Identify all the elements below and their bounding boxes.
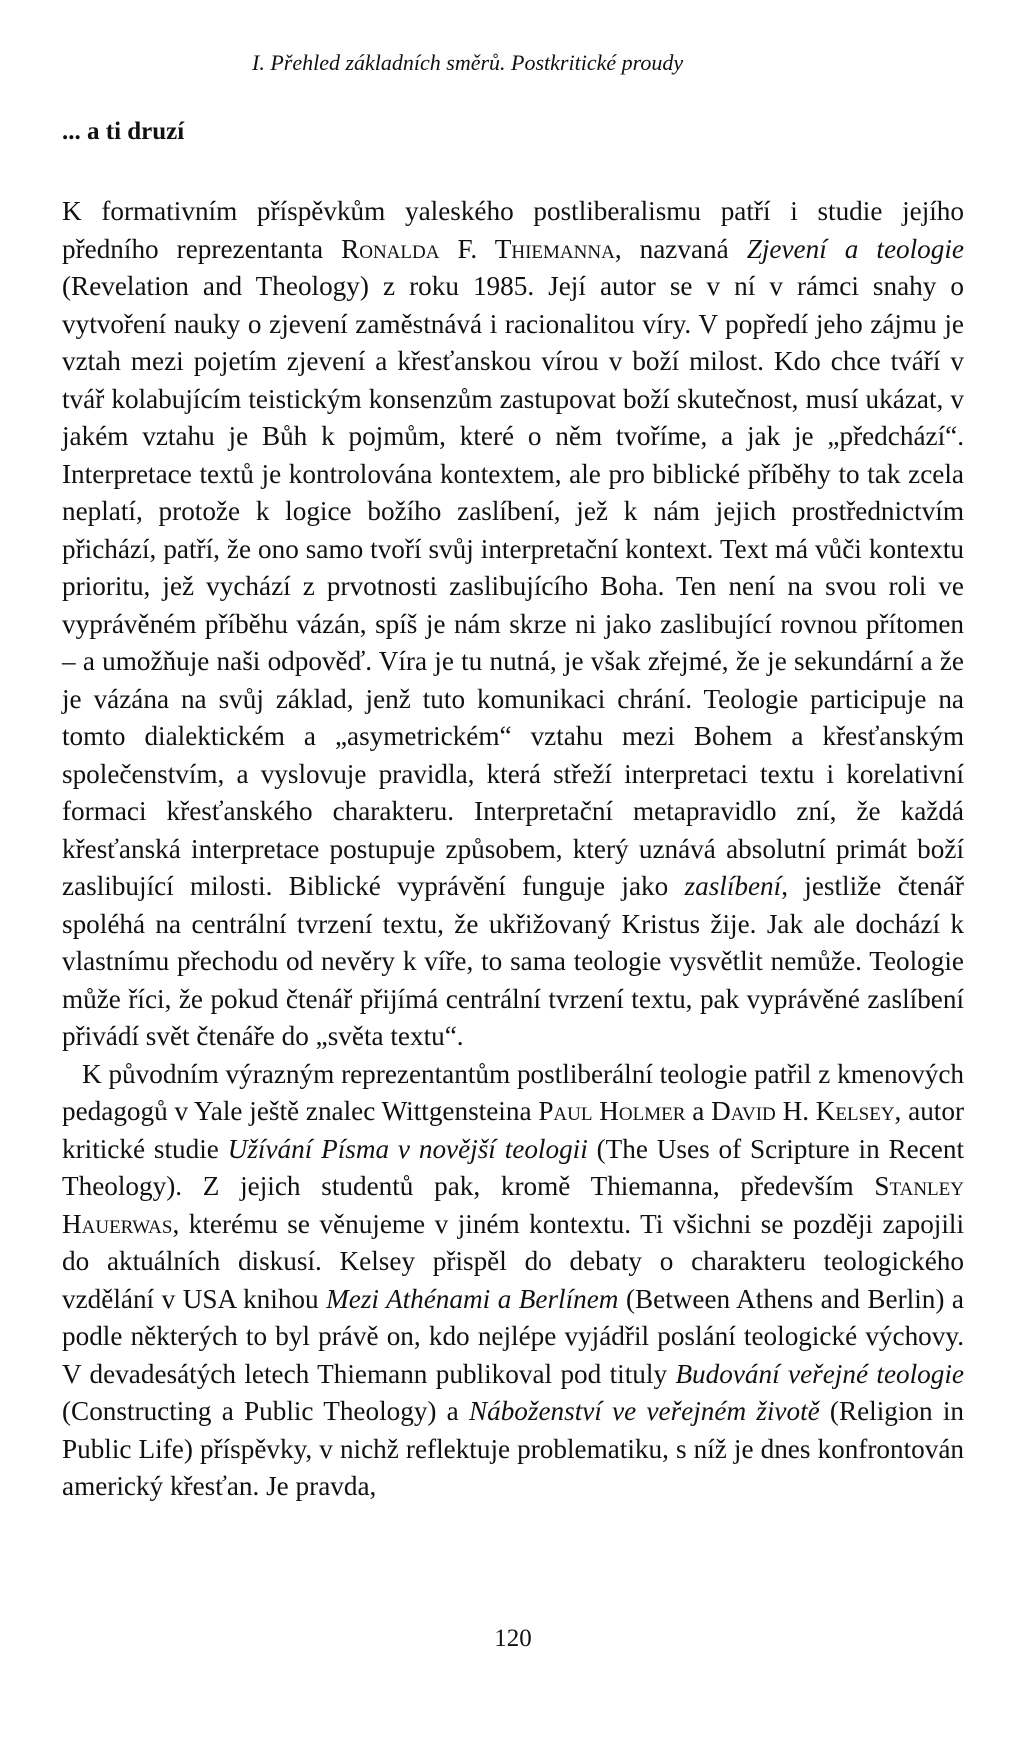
text-run: David H. Kelsey [711,1096,895,1126]
text-run: , jestliže čtenář spoléhá na centrální tvrzení textu, že ukřižovaný Kristus žije. Jak ale dochází k vlastnímu přechodu od nevěry k víře, to sama teologie vysvětlit nemůže. Teologie může říci, že pokud čtenář přijímá centrální tvrzení textu, pak vyprávěné zaslíbení přivádí svět čtenáře do „světa textu“. [62,871,964,1051]
text-run: (Religion in Public Life) příspěvky, v nichž reflektuje problematiku, s níž je dnes konfrontován americký křesťan. Je pravda, [62,1396,964,1501]
text-run: a [685,1096,712,1126]
section-heading: ... a ti druzí [62,118,185,145]
text-run: zaslíbení [684,871,782,901]
text-run: (Constructing a Public Theology) a [62,1396,469,1426]
text-run: Náboženství ve veřejném životě [468,1396,820,1426]
text-run: K původním výrazným reprezentantům postliberální teologie patřil z kmenových pedagogů v Yale ještě znalec Wittgensteina [62,1058,964,1126]
text-run: , autor kritické studie [62,1096,965,1164]
text-run: Užívání Písma v novější teologii [227,1133,588,1164]
text-run: K formativním příspěvkům yaleského postliberalismu patří i studie jejího předního reprezentanta [62,196,964,264]
body-text [62,193,964,1506]
paragraph-1 [62,193,964,1056]
page-number: 120 [494,1625,532,1652]
text-run: Mezi Athénami a Berlínem [326,1283,619,1314]
text-run: (The Uses of Scripture in Recent Theology). Z jejich studentů pak, kromě Thiemanna, především [62,1133,964,1201]
running-header: I. Přehled základních směrů. Postkritické proudy [252,50,684,75]
text-run: , kterému se věnujeme v jiném kontextu. Ti všichni se později zapojili do aktuálních diskusí. Kelsey přispěl do debaty o charakteru teologického vzdělání v USA knihou [62,1208,964,1314]
text-run: Budování veřejné teologie [675,1358,964,1389]
text-run: Paul Holmer [538,1096,686,1126]
text-run: Stanley Hauerwas [62,1171,964,1239]
text-run: Ronalda F. Thiemanna [341,233,615,264]
text-run: , nazvaná [614,233,747,264]
text-run: Zjevení a teologie [746,233,964,264]
book-page [62,0,964,1753]
text-run: (Between Athens and Berlin) a podle některých to byl právě on, kdo nejlépe vyjádřil poslání teologické výchovy. V devadesátých letech Thiemann publikoval pod tituly [62,1283,965,1389]
paragraph-2 [62,1056,964,1506]
text-run: (Revelation and Theology) z roku 1985. Její autor se v ní v rámci snahy o vytvoření nauky o zjevení zaměstnává i racionalitou víry. V popředí jeho zájmu je vztah mezi pojetím zjevení a křesťanskou vírou v boží milost. Kdo chce tváří v tvář kolabujícím teistickým konsenzům zastupovat boží skutečnost, musí ukázat, v jakém vztahu je Bůh k pojmům, které o něm tvoříme, a jak je „předchází“. Interpretace textů je kontrolována kontextem, ale pro biblické příběhy to tak zcela neplatí, protože k logice božího zaslíbení, jež k nám jejich prostřednictvím přichází, patří, že ono samo tvoří svůj interpretační kontext. Text má vůči kontextu prioritu, jež vychází z prvotnosti zaslibujícího Boha. Ten není na svou roli ve vyprávěném příběhu vázán, spíš je nám skrze ni jako zaslibující rovnou přítomen – a umožňuje naši odpověď. Víra je tu nutná, je však zřejmé, že je sekundární a že je vázána na svůj základ, jenž tuto komunikaci chrání. Teologie participuje na tomto dialektickém a „asymetrickém“ vztahu mezi Bohem a křesťanským společenstvím, a vyslovuje pravidla, která střeží interpretaci textu i korelativní formaci křesťanského charakteru. Interpretační metapravidlo zní, že každá křesťanská interpretace postupuje způsobem, který uznává absolutní primát boží zaslibující milosti. Biblické vyprávění funguje jako [62,271,964,901]
